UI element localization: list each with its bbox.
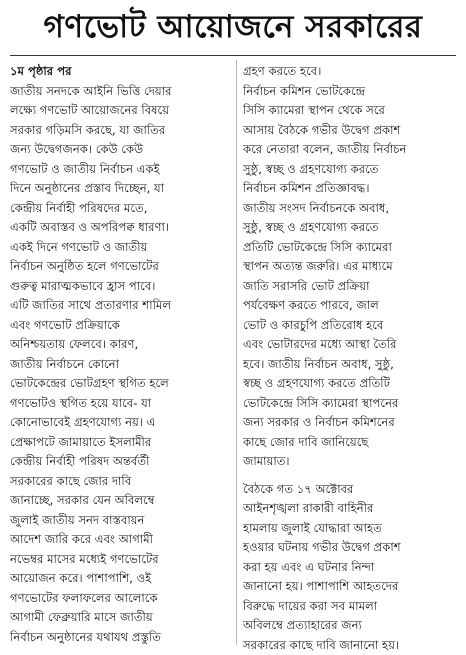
text-line: গণভোটও স্থগিত হয়ে যাবে- যা (10, 394, 228, 414)
text-line: ভোটকেন্দ্রে সিসি ক্যামেরা স্থাপনের (243, 394, 459, 414)
text-line: গণভোটের ফলাফলের আলোকে (10, 589, 228, 609)
text-line: জাতীয় সনদকে আইনি ভিত্তি দেয়ার (10, 82, 228, 102)
text-line: কেন্দ্রীয় নির্বাহী পরিষদ অন্তর্বর্তী (10, 452, 228, 472)
text-line: এবং গণভোট প্রক্রিয়াকে (10, 316, 228, 336)
text-line: এবং ভোটারদের মধ্যে আস্থা তৈরি (243, 335, 459, 355)
text-line: সরকারের কাছে জোর দাবি (10, 472, 228, 492)
right-paragraph-1 (243, 62, 459, 472)
text-line: নভেম্বর মাসের মধ্যেই গণভোটের (10, 550, 228, 570)
text-line: হামলায় জুলাই যোদ্ধারা আহত (243, 519, 459, 539)
text-line: কোনোভাবেই গ্রহণযোগ্য নয়। এ (10, 413, 228, 433)
text-line: আয়োজন করে। পাশাপাশি, ওই (10, 569, 228, 589)
text-line: হবে। জাতীয় নির্বাচন অবাধ, সুষ্ঠু, (243, 355, 459, 375)
text-line: ভোটকেন্দ্রের ভোটগ্রহণ স্থগিত হলে (10, 374, 228, 394)
left-column (10, 62, 228, 647)
text-line: জানাচ্ছে, সরকার যেন অবিলম্বে (10, 491, 228, 511)
text-line: জাতীয় সংসদ নির্বাচনকে অবাধ, (243, 199, 459, 219)
text-line: কেন্দ্রীয় নির্বাহী পরিষদের মতে, (10, 199, 228, 219)
text-line: বৈঠকে গত ১৭ অক্টোবর (243, 480, 459, 500)
text-line: জন্য সরকার ও নির্বাচন কমিশনের (243, 413, 459, 433)
text-line: স্বচ্ছ ও গ্রহণযোগ্য করতে প্রতিটি (243, 374, 459, 394)
text-line: আগামী ফেব্রুয়ারি মাসে জাতীয় (10, 608, 228, 628)
text-line: জানানো হয়। পাশাপাশি আহতদের (243, 577, 459, 597)
text-line: প্রেক্ষাপটে জামায়াতে ইসলামীর (10, 433, 228, 453)
text-line: নির্বাচন অনুষ্ঠানের যথাযথ প্রস্তুতি (10, 628, 228, 648)
text-line: জাতীয় নির্বাচনে কোনো (10, 355, 228, 375)
text-line: অবিলম্বে প্রত্যাহারের জন্য (243, 616, 459, 636)
text-line: পর্যবেক্ষণ করতে পারবে, জাল (243, 296, 459, 316)
text-line: গণভোট ও জাতীয় নির্বাচন একই (10, 160, 228, 180)
text-line: জুলাই জাতীয় সনদ বাস্তবায়ন (10, 511, 228, 531)
right-column (243, 62, 459, 655)
text-line: করে নেতারা বলেন, জাতীয় নির্বাচন (243, 140, 459, 160)
paragraph-gap (243, 472, 459, 480)
text-line: ভোট ও কারচুপি প্রতিরোধ হবে (243, 316, 459, 336)
text-line: নির্বাচন কমিশন প্রতিজ্ঞাবদ্ধ। (243, 179, 459, 199)
text-line: সরকারের কাছে দাবি জানানো হয়। (243, 636, 459, 655)
column-divider (236, 60, 237, 645)
text-line: বিরুদ্ধে দায়ের করা সব মামলা (243, 597, 459, 617)
headline-rule (10, 55, 456, 56)
text-line: লক্ষ্যে গণভোট আয়োজনের বিষয়ে (10, 101, 228, 121)
text-line: নির্বাচন কমিশন ভোটকেন্দ্রে (243, 82, 459, 102)
text-line: সিসি ক্যামেরা স্থাপন থেকে সরে (243, 101, 459, 121)
text-line: জামায়াত। (243, 452, 459, 472)
right-paragraph-2 (243, 480, 459, 655)
text-line: গুরুত্ব মারাত্মকভাবে হ্রাস পাবে। (10, 277, 228, 297)
text-line: দিনে অনুষ্ঠানের প্রস্তাব দিচ্ছেন, যা (10, 179, 228, 199)
continuation-label: ১ম পৃষ্ঠার পর (10, 62, 228, 82)
text-line: গ্রহণ করতে হবে। (243, 62, 459, 82)
text-line: হওয়ার ঘটনায় গভীর উদ্বেগ প্রকাশ (243, 538, 459, 558)
text-line: সরকার গড়িমসি করছে, যা জাতির (10, 121, 228, 141)
text-line: সুষ্ঠু, স্বচ্ছ ও গ্রহণযোগ্য করতে (243, 160, 459, 180)
text-line: প্রতিটি ভোটকেন্দ্রে সিসি ক্যামেরা (243, 238, 459, 258)
text-line: একটি অবাস্তব ও অপরিপক্ব ধারণা। (10, 218, 228, 238)
text-line: একই দিনে গণভোট ও জাতীয় (10, 238, 228, 258)
text-line: অনিশ্চয়তায় ফেলবে। কারণ, (10, 335, 228, 355)
text-line: স্থাপন অত্যন্ত জরুরি। এর মাধ্যমে (243, 257, 459, 277)
text-line: কাছে জোর দাবি জানিয়েছে (243, 433, 459, 453)
left-column-text (10, 82, 228, 648)
text-line: আসায় বৈঠকে গভীর উদ্বেগ প্রকাশ (243, 121, 459, 141)
text-line: করা হয় এবং এ ঘটনার নিন্দা (243, 558, 459, 578)
text-line: সুষ্ঠু, স্বচ্ছ ও গ্রহণযোগ্য করতে (243, 218, 459, 238)
text-line: আইনশৃঙ্খলা রাকারী বাহিনীর (243, 499, 459, 519)
text-line: আদেশ জারি করে এবং আগামী (10, 530, 228, 550)
text-line: জন্য উদ্বেগজনক। কেউ কেউ (10, 140, 228, 160)
text-line: এটি জাতির সাথে প্রতারণার শামিল (10, 296, 228, 316)
text-line: জাতি সরাসরি ভোট প্রক্রিয়া (243, 277, 459, 297)
headline: গণভোট আয়োজনে সরকারের (0, 4, 466, 50)
text-line: নির্বাচন অনুষ্ঠিত হলে গণভোটের (10, 257, 228, 277)
